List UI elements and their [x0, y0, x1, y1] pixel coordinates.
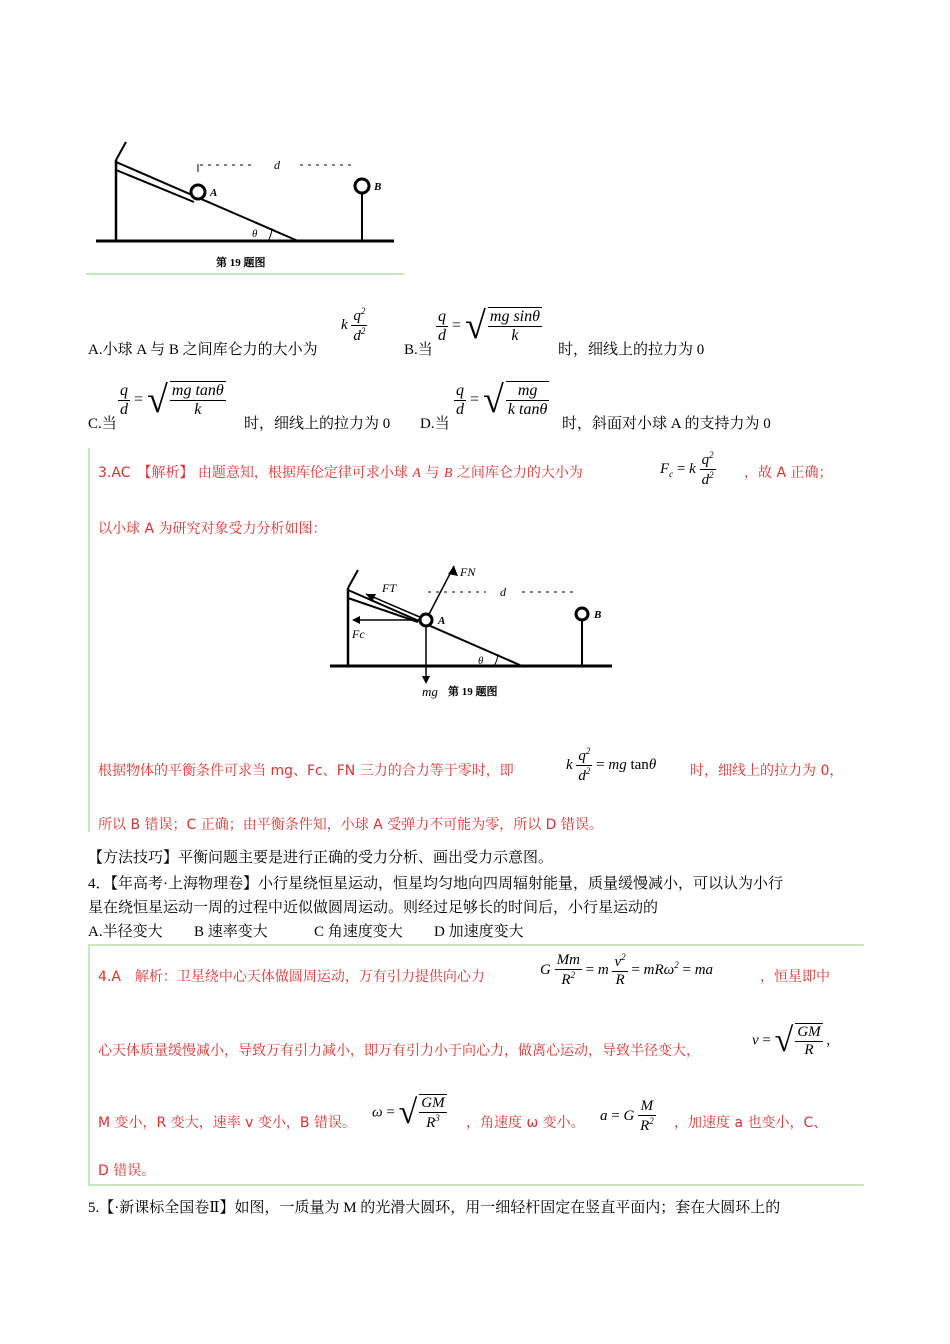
q4-line2: 星在绕恒星运动一周的过程中近似做圆周运动。则经过足够长的时间后，小行星运动的 — [88, 900, 659, 916]
sol3-line1-mid: 与 — [425, 465, 440, 481]
label-fc: Fc — [352, 627, 365, 641]
sol4-line1-post: ，恒星即中 — [760, 969, 830, 985]
ball-b-2 — [576, 608, 588, 620]
option-a-formula: k $\frac{q^2}{d^2}$ — [341, 306, 366, 344]
sol3-line3-post: 时，细线上的拉力为 0， — [690, 763, 844, 779]
option-a-text: A.小球 A 与 B 之间库仑力的大小为 — [88, 342, 318, 358]
q3-option-a — [88, 340, 318, 360]
figure2-caption: 第 19 题图 — [448, 686, 498, 698]
sol3-b-ref: B — [443, 466, 453, 481]
ball-a — [191, 185, 205, 199]
sol3-formula-balance: k $\frac{q^2}{d^2}$ = mg tanθ — [566, 746, 657, 784]
label-fn: FN — [460, 565, 476, 579]
figure-force-diagram — [326, 552, 616, 702]
sol4-line4: D 错误。 — [98, 1163, 156, 1179]
sol4-line3-b: ，角速度 ω 变小。 — [466, 1115, 585, 1131]
sol4-line3-c: ，加速度 a 也变小，C、 — [674, 1115, 828, 1131]
option-c-formula: $\frac{q}{d}$ = √ $\frac{\text{mg tanθ}}{k}$ — [120, 379, 224, 421]
label-mg: mg — [422, 684, 438, 699]
q3-option-d-suffix: 时，斜面对小球 A 的支持力为 0 — [562, 416, 771, 432]
sol3-line1-mid2: 之间库仑力的大小为 — [456, 465, 583, 481]
method-tip: 【方法技巧】平衡问题主要是进行正确的受力分析、画出受力示意图。 — [88, 850, 554, 866]
sol3-a-ref: A — [412, 466, 421, 481]
q3-option-d-prefix: D.当 — [420, 416, 450, 432]
q4-option-c: C 角速度变大 — [314, 924, 403, 940]
sol3-line1-post: ，故 A 正确； — [744, 465, 833, 481]
ball-a-2 — [420, 614, 432, 626]
figure-caption: 第 19 题图 — [216, 257, 266, 269]
sol4-formula-v: v = √ $\frac{GM}{R}$ , — [752, 1022, 831, 1059]
q3-option-c-suffix: 时，细线上的拉力为 0 — [244, 416, 391, 432]
label-theta-2: θ — [478, 655, 484, 667]
wall-tip — [116, 142, 126, 160]
sol3-formula-fc: $F_c = k$ $\frac{q^2}{d^2}$ — [660, 450, 714, 488]
sol3-line3: 根据物体的平衡条件可求当 mg、Fc、FN 三力的合力等于零时，即 — [98, 763, 514, 779]
q5-line1: 5.【·新课标全国卷Ⅱ】如图，一质量为 M 的光滑大圆环，用一细轻杆固定在竖直平面内；套在大圆环上的 — [88, 1200, 781, 1216]
incline-top — [116, 162, 298, 241]
q4-option-a: A.半径变大 — [88, 924, 163, 940]
label-ft: FT — [382, 581, 397, 595]
q4-option-b: B 速率变大 — [194, 924, 268, 940]
q3-option-b-prefix: B.当 — [404, 342, 433, 358]
sol3-line4: 所以 B 错误；C 正确；由平衡条件知，小球 A 受弹力不可能为零，所以 D 错误。 — [98, 817, 603, 833]
option-d-formula: $\frac{q}{d}$ = √ $\frac{mg}{\text{k tanθ}}$ — [456, 379, 548, 421]
sol4-formula-omega: ω = √ $\frac{GM}{R^3}$ — [372, 1094, 445, 1131]
label-a: A — [210, 187, 218, 199]
label-a-2: A — [438, 615, 446, 627]
q3-option-b-suffix: 时，细线上的拉力为 0 — [558, 342, 705, 358]
option-b-formula: $\frac{q}{d}$ = √ $\frac{\text{mg sinθ}}{k}$ — [438, 305, 540, 347]
incline-string — [116, 170, 194, 202]
sol4-line1: 4.A 解析：卫星绕中心天体做圆周运动，万有引力提供向心力 — [98, 969, 485, 985]
label-d: d — [274, 158, 280, 172]
label-b: B — [374, 181, 382, 193]
sol3-line1 — [98, 462, 583, 482]
q3-option-c-prefix: C.当 — [88, 416, 117, 432]
sol4-formula-a: a = G $\frac{M}{R^2}$ — [600, 1098, 654, 1134]
label-d-2: d — [500, 585, 506, 599]
sol4-line3-a: M 变小，R 变大，速率 v 变小，B 错误。 — [98, 1115, 356, 1131]
q4-option-d: D 加速度变大 — [434, 924, 524, 940]
sol3-line1-pre: 3.AC 【解析】 由题意知，根据库伦定律可求小球 — [98, 465, 408, 481]
ball-b — [355, 179, 369, 193]
q4-line1: 4．【年高考·上海物理卷】小行星绕恒星运动，恒星均匀地向四周辐射能量，质量缓慢减小，可以认为小行 — [88, 876, 784, 892]
sol4-line2: 心天体质量缓慢减小，导致万有引力减小，即万有引力小于向心力，做离心运动，导致半径变大， — [98, 1043, 700, 1059]
label-b-2: B — [594, 609, 602, 621]
sol4-formula-gravity: G $\frac{Mm}{R^2}$ = m $\frac{v^2}{R}$ = mRω$^2$ = ma — [540, 952, 714, 988]
sol3-line2: 以小球 A 为研究对象受力分析如图： — [98, 521, 327, 537]
label-theta: θ — [252, 228, 258, 240]
figure-incline-diagram — [86, 140, 406, 280]
